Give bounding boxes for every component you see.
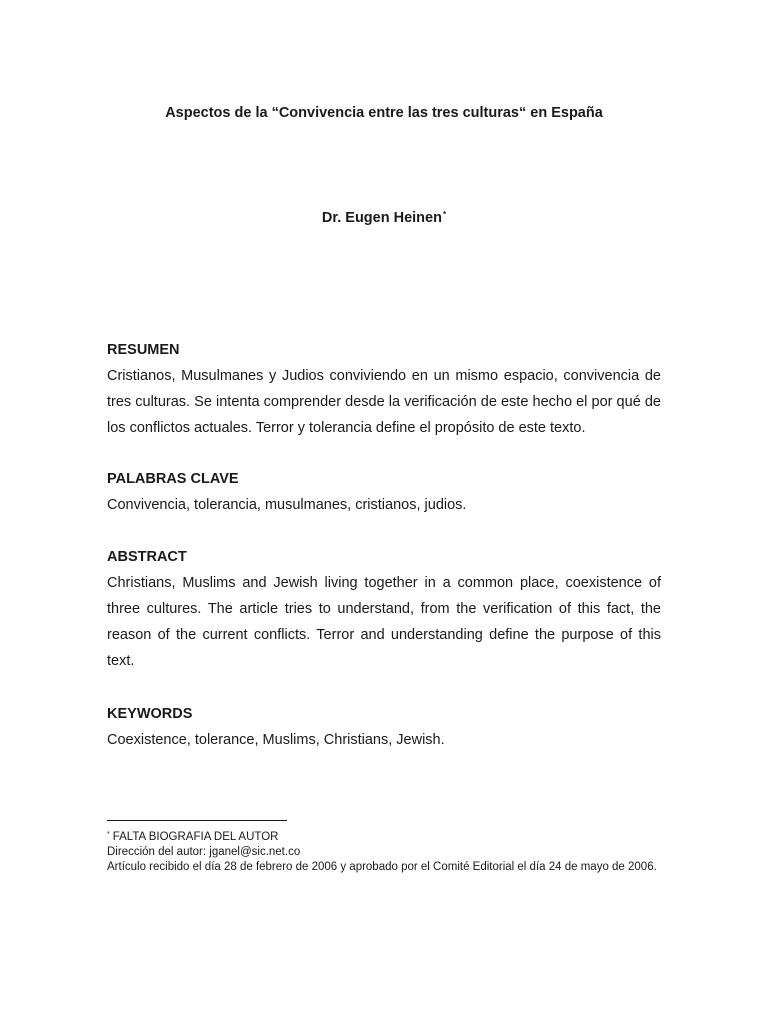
- palabras-clave-text: Convivencia, tolerancia, musulmanes, cristianos, judios.: [107, 497, 467, 513]
- document-title: Aspectos de la “Convivencia entre las tres culturas“ en España: [165, 105, 603, 121]
- footnotes: [107, 827, 667, 875]
- footnote-mark: *: [107, 831, 110, 838]
- keywords-heading: KEYWORDS: [107, 706, 193, 722]
- author-footnote-mark: *: [442, 210, 447, 219]
- abstract-heading: ABSTRACT: [107, 549, 187, 565]
- footnote-bio-text: FALTA BIOGRAFIA DEL AUTOR: [112, 831, 279, 843]
- footnote-line-2: Dirección del autor: jganel@sic.net.co: [107, 846, 301, 858]
- author-name: Dr. Eugen Heinen: [321, 210, 442, 226]
- palabras-clave-section: [107, 470, 661, 518]
- resumen-text: Cristianos, Musulmanes y Judios conviviendo en un mismo espacio, convivencia de tres culturas. Se intenta comprender desde la verificación de este hecho el por qué de los conflictos actuales. Terror y tolerancia define el propósito de este texto.: [107, 368, 661, 436]
- abstract-section: [107, 548, 661, 674]
- resumen-section: [107, 341, 661, 441]
- footnote-divider: [107, 820, 287, 821]
- keywords-text: Coexistence, tolerance, Muslims, Christians, Jewish.: [107, 732, 445, 748]
- abstract-text: Christians, Muslims and Jewish living together in a common place, coexistence of three cultures. The article tries to understand, from the verification of this fact, the reason of the current conflicts. Terror and understanding define the purpose of this text.: [107, 575, 661, 669]
- footnote-line-1: [107, 827, 667, 845]
- author-line: [0, 210, 768, 226]
- resumen-heading: RESUMEN: [107, 342, 180, 358]
- keywords-section: [107, 705, 661, 753]
- footnote-line-3: Artículo recibido el día 28 de febrero de 2006 y aprobado por el Comité Editorial el día 24 de mayo de 2006.: [107, 861, 657, 873]
- palabras-clave-heading: PALABRAS CLAVE: [107, 471, 239, 487]
